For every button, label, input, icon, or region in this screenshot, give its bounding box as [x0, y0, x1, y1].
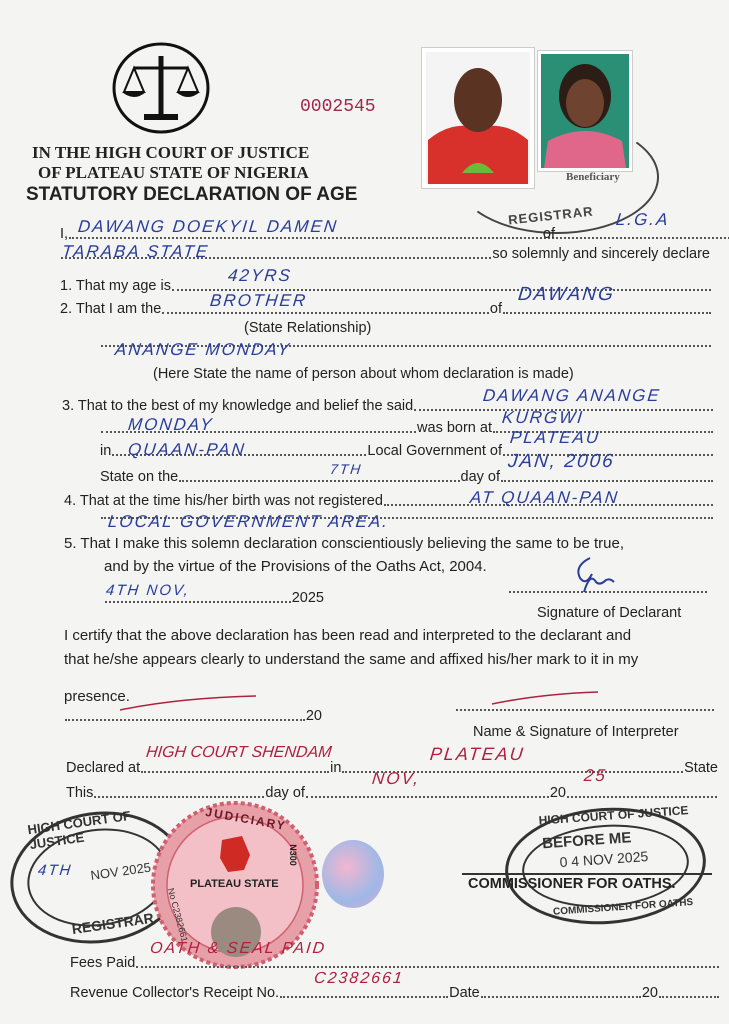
declared-at-label: Declared at: [66, 760, 141, 776]
this-day-of-label: day of: [265, 785, 305, 801]
belief-label: 3. That to the best of my knowledge and belief the said: [62, 398, 414, 414]
seal-top-text: JUDICIARY: [204, 804, 288, 834]
certify-line2: that he/she appears clearly to understand the same and affixed his/her mark to it in my: [64, 651, 639, 668]
lg-of-label: Local Government of: [367, 443, 502, 459]
declarant-state-value: TARABA STATE: [61, 242, 211, 261]
commissioner-stamp-before-me: BEFORE ME: [541, 829, 632, 853]
this-month-value: NOV,: [371, 769, 422, 788]
not-registered-cont-value: LOCAL GOVERNMENT AREA.: [107, 512, 391, 531]
day-of-label: day of: [460, 469, 500, 485]
this-label: This: [66, 785, 94, 801]
this-year-suffix-value: 25: [583, 766, 608, 785]
document-title: STATUTORY DECLARATION OF AGE: [26, 184, 358, 205]
declared-in-label: in: [330, 760, 342, 776]
of-label-2: of: [489, 301, 502, 317]
interpreter-signature-line: [455, 708, 715, 714]
red-interpreter-stroke: [490, 690, 600, 706]
solemn-line1: 5. That I make this solemn declaration conscientiously believing the same to be true,: [64, 535, 625, 552]
relationship-hint: (State Relationship): [244, 320, 372, 336]
declared-place-value: HIGH COURT SHENDAM: [145, 744, 333, 761]
birth-month-year-value: JAN, 2006: [506, 451, 616, 472]
declared-state-value: PLATEAU: [429, 744, 526, 764]
lg-value: QUAAN-PAN: [127, 440, 247, 459]
of-label: of: [542, 226, 555, 242]
solemn-line2: and by the virtue of the Provisions of the Oaths Act, 2004.: [104, 558, 487, 575]
declaration-date-value: 4TH NOV,: [105, 582, 191, 599]
receipt-date-label: Date: [449, 985, 480, 1001]
registrar-stamp-top-text: HIGH COURT OF JUSTICE: [26, 807, 132, 853]
declared-state-label: State: [684, 760, 718, 776]
commissioner-label: COMMISSIONER FOR OATHS.: [468, 876, 676, 892]
not-registered-value: AT QUAAN-PAN: [469, 488, 621, 507]
in-label: in: [100, 443, 112, 459]
declare-text: so solemnly and sincerely declare: [492, 246, 710, 262]
declaration-year: 2025: [291, 590, 324, 606]
commissioner-stamp: [501, 801, 710, 931]
i-label: I,: [60, 226, 69, 242]
certify-line1: I certify that the above declaration has been read and interpreted to the declarant and: [64, 627, 632, 644]
certify-year-prefix: 20: [305, 708, 322, 724]
relationship-value: BROTHER: [209, 291, 309, 310]
receipt-number-value: C2382661: [313, 970, 405, 987]
birth-date-line: [100, 469, 714, 485]
declarant-signature: [570, 552, 630, 596]
relationship-line: [60, 301, 712, 317]
declarant-lga-value: L.G.A: [615, 210, 671, 229]
birth-day-value: 7TH: [329, 461, 364, 477]
photo-caption: Beneficiary: [566, 171, 620, 183]
commissioner-stamp-date: 0 4 NOV 2025: [559, 848, 649, 871]
interpreter-label: Name & Signature of Interpreter: [473, 724, 679, 740]
signature-of-declarant-label: Signature of Declarant: [537, 605, 682, 621]
registrar-stamp-date: NOV 2025: [89, 859, 152, 883]
fees-paid-label: Fees Paid: [70, 955, 136, 971]
this-year-prefix: 20: [549, 785, 566, 801]
age-label: 1. That my age is: [60, 278, 171, 294]
scales-of-justice-logo: [112, 42, 210, 134]
certify-line3: presence.: [64, 688, 130, 705]
hologram-sticker: [322, 840, 384, 908]
commissioner-rule: [462, 873, 712, 875]
born-at-value: KURGWI: [501, 408, 585, 427]
said-name-cont-value: MONDAY: [127, 415, 215, 434]
state-on-label: State on the: [100, 469, 179, 485]
fees-paid-value: OATH & SEAL PAID: [149, 940, 327, 957]
registrar-stamp-bottom-text: REGISTRAR: [70, 909, 155, 938]
person-name-value: ANANGE MONDAY: [114, 340, 292, 359]
born-at-label: was born at: [417, 420, 492, 436]
registrar-stamp-text: REGISTRAR: [507, 203, 595, 228]
commissioner-stamp-bottom-text: COMMISSIONER FOR OATHS: [552, 896, 694, 918]
registrar-stamp-day: 4TH: [37, 862, 74, 879]
not-registered-label: 4. That at the time his/her birth was not registered: [64, 493, 383, 509]
age-value: 42YRS: [227, 266, 293, 285]
said-name-value: DAWANG ANANGE: [482, 386, 662, 405]
serial-number: 0002545: [300, 97, 376, 117]
commissioner-stamp-top-text: HIGH COURT OF JUSTICE: [538, 803, 689, 828]
seal-state-text: PLATEAU STATE: [190, 878, 279, 890]
relationship-label: 2. That I am the: [60, 301, 162, 317]
receipt-label: Revenue Collector's Receipt No.: [70, 985, 280, 1001]
relationship-of-value: DAWANG: [516, 284, 616, 305]
person-hint: (Here State the name of person about whom declaration is made): [153, 366, 574, 382]
red-underline-stroke: [118, 694, 258, 712]
lg-state-value: PLATEAU: [509, 428, 602, 447]
court-heading-line2: OF PLATEAU STATE OF NIGERIA: [38, 163, 309, 182]
seal-value-text: N300: [287, 844, 298, 866]
court-heading-line1: IN THE HIGH COURT OF JUSTICE: [32, 143, 310, 162]
seal-number-text: No C2382661: [165, 886, 190, 944]
receipt-year-prefix: 20: [641, 985, 658, 1001]
declarant-name-value: DAWANG DOEKYIL DAMEN: [77, 217, 340, 236]
